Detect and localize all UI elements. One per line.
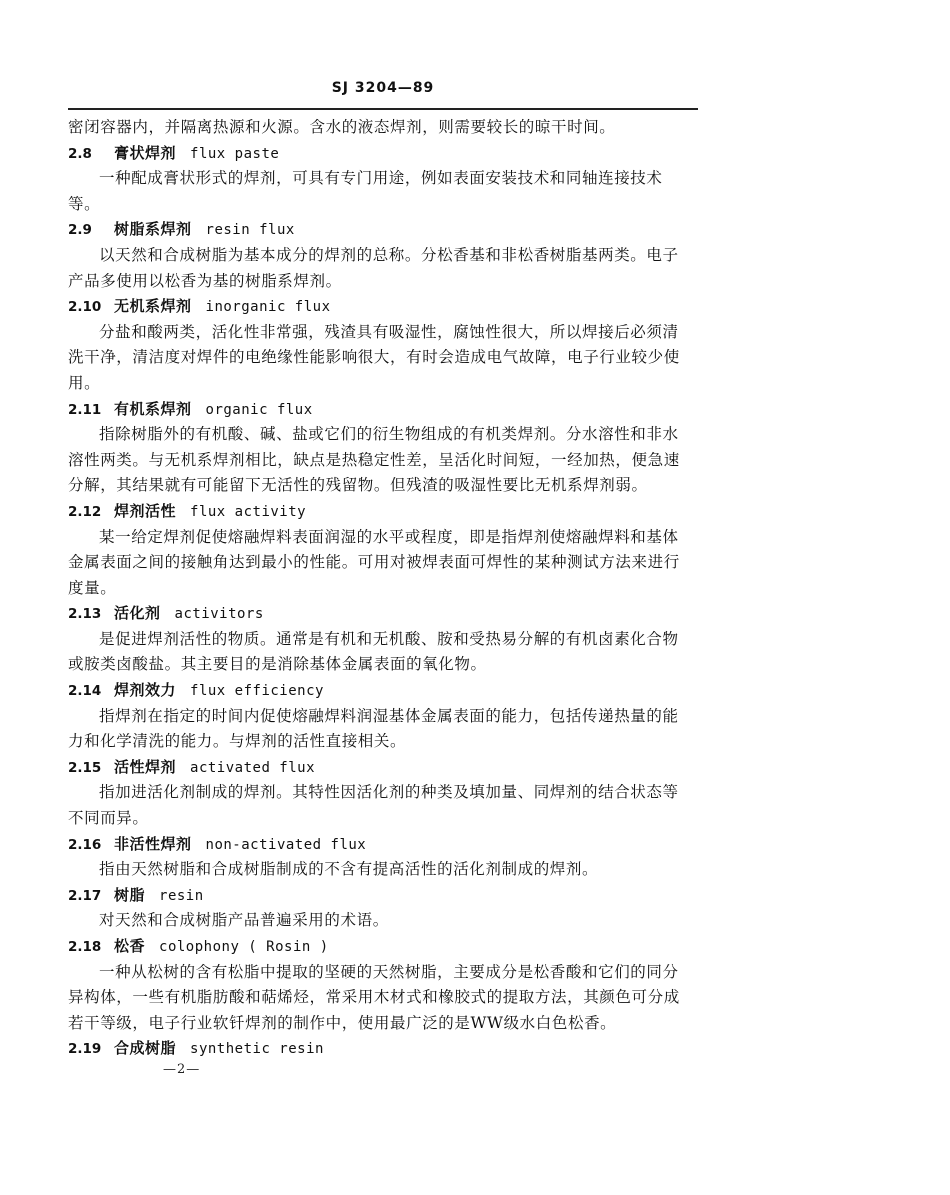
standard-code-header: SJ 3204—89: [331, 80, 435, 96]
section-2-18: [68, 934, 710, 1036]
term-english: inorganic flux: [205, 299, 331, 316]
section-2-12: [68, 499, 710, 601]
text-line: 指由天然树脂和合成树脂制成的不含有提高活性的活化剂制成的焊剂。: [99, 860, 599, 879]
term-english: flux efficiency: [190, 683, 324, 700]
text-line: 指除树脂外的有机酸、碱、盐或它们的衍生物组成的有机类焊剂。分水溶性和非水: [99, 425, 679, 444]
term-heading: [68, 1036, 710, 1062]
definition-paragraph: [68, 857, 710, 883]
definition-paragraph: [68, 704, 710, 755]
section-2-9: [68, 217, 710, 294]
definition-paragraph: [68, 908, 710, 934]
text-line: 溶性两类。与无机系焊剂相比，缺点是热稳定性差，呈活化时间短，一经加热，便急速: [68, 450, 680, 469]
header-divider: [68, 108, 698, 110]
term-english: activated flux: [190, 759, 316, 776]
term-heading: [68, 678, 710, 704]
section-number: 2.16: [68, 836, 102, 853]
term-chinese: 活性焊剂: [114, 757, 177, 776]
term-english: colophony ( Rosin ): [159, 939, 329, 955]
term-heading: [68, 294, 710, 320]
term-heading: [68, 832, 710, 858]
term-english: synthetic resin: [190, 1041, 324, 1058]
text-line: 某一给定焊剂促使熔融焊料表面润湿的水平或程度，即是指焊剂使熔融焊料和基体: [99, 527, 679, 546]
text-line: 指加进活化剂制成的焊剂。其特性因活化剂的种类及填加量、同焊剂的结合状态等: [99, 783, 679, 802]
text-line: 密闭容器内，并隔离热源和火源。含水的液态焊剂，则需要较长的晾干时间。: [68, 118, 616, 136]
term-heading: [68, 397, 710, 423]
term-chinese: 合成树脂: [114, 1039, 177, 1058]
definition-paragraph: [68, 422, 710, 499]
text-line: 不同而异。: [68, 809, 149, 828]
term-heading: [68, 141, 710, 167]
text-line: 是促进焊剂活性的物质。通常是有机和无机酸、胺和受热易分解的有机卤素化合物: [99, 629, 679, 648]
term-english: flux paste: [190, 145, 280, 162]
term-heading: [68, 883, 710, 909]
section-2-14: [68, 678, 710, 755]
section-number: 2.13: [68, 606, 102, 623]
text-line: 度量。: [68, 578, 117, 597]
term-chinese: 有机系焊剂: [114, 399, 192, 418]
text-line: 一种配成膏状形式的焊剂，可具有专门用途，例如表面安装技术和同轴连接技术: [99, 169, 663, 188]
text-line: 若干等级，电子行业软钎焊剂的制作中，使用最广泛的是WW级水白色松香。: [68, 1013, 617, 1032]
text-line: 一种从松树的含有松脂中提取的坚硬的天然树脂，主要成分是松香酸和它们的同分: [99, 962, 679, 981]
section-number: 2.17: [68, 887, 102, 904]
definition-paragraph: [68, 627, 710, 678]
definition-paragraph: [68, 166, 710, 217]
intro-paragraph: [68, 115, 710, 141]
section-number: 2.12: [68, 503, 102, 520]
term-heading: [68, 601, 710, 627]
section-number: 2.10: [68, 299, 102, 316]
term-chinese: 松香: [114, 937, 146, 955]
term-chinese: 树脂: [114, 885, 146, 904]
section-number: 2.8: [68, 145, 92, 162]
text-line: 分解，其结果就有可能留下无活性的残留物。但残渣的吸湿性要比无机系焊剂弱。: [68, 476, 648, 495]
term-english: organic flux: [205, 401, 313, 418]
section-number: 2.18: [68, 939, 102, 955]
text-line: 力和化学清洗的能力。与焊剂的活性直接相关。: [68, 732, 407, 751]
term-english: activitors: [174, 606, 264, 623]
text-line: 以天然和合成树脂为基本成分的焊剂的总称。分松香基和非松香树脂基两类。电子: [99, 245, 679, 264]
section-2-17: [68, 883, 710, 934]
term-chinese: 焊剂活性: [114, 501, 177, 520]
section-number: 2.15: [68, 759, 102, 776]
term-chinese: 无机系焊剂: [114, 297, 192, 316]
term-chinese: 焊剂效力: [114, 681, 177, 700]
section-number: 2.14: [68, 683, 102, 700]
term-chinese: 树脂系焊剂: [114, 220, 192, 239]
text-line: 对天然和合成树脂产品普遍采用的术语。: [99, 911, 389, 930]
term-chinese: 活化剂: [114, 604, 161, 623]
text-line: 分盐和酸两类，活化性非常强，残渣具有吸湿性，腐蚀性很大，所以焊接后必须清: [99, 322, 679, 341]
section-number: 2.11: [68, 401, 102, 418]
section-number: 2.9: [68, 222, 92, 239]
text-line: 洗干净，清洁度对焊件的电绝缘性能影响很大，有时会造成电气故障，电子行业较少使: [68, 348, 680, 367]
definition-paragraph: [68, 525, 710, 602]
section-2-19: [68, 1036, 710, 1062]
section-2-10: [68, 294, 710, 396]
section-2-13: [68, 601, 710, 678]
text-line: 用。: [68, 373, 101, 392]
definition-paragraph: [68, 780, 710, 831]
text-line: 或胺类卤酸盐。其主要目的是消除基体金属表面的氧化物。: [68, 655, 487, 674]
term-heading: [68, 934, 710, 960]
section-2-8: [68, 141, 710, 218]
definition-paragraph: [68, 960, 710, 1037]
term-heading: [68, 499, 710, 525]
text-line: 产品多使用以松香为基的树脂系焊剂。: [68, 271, 342, 290]
section-2-11: [68, 397, 710, 499]
term-english: resin flux: [205, 222, 295, 239]
term-chinese: 非活性焊剂: [114, 834, 192, 853]
text-line: 等。: [68, 194, 101, 213]
term-english: flux activity: [190, 503, 307, 520]
term-english: resin: [159, 887, 204, 904]
section-2-15: [68, 755, 710, 832]
document-body: [68, 115, 710, 1062]
text-line: 指焊剂在指定的时间内促使熔融焊料润湿基体金属表面的能力，包括传递热量的能: [99, 706, 679, 725]
term-chinese: 膏状焊剂: [114, 143, 177, 162]
text-line: 异构体，一些有机脂肪酸和萜烯烃，常采用木材式和橡胶式的提取方法，其颜色可分成: [68, 988, 680, 1007]
term-heading: [68, 755, 710, 781]
definition-paragraph: [68, 320, 710, 397]
section-number: 2.19: [68, 1041, 102, 1058]
term-english: non-activated flux: [205, 836, 367, 853]
definition-paragraph: [68, 243, 710, 294]
text-line: 金属表面之间的接触角达到最小的性能。可用对被焊表面可焊性的某种测试方法来进行: [68, 553, 680, 572]
term-heading: [68, 217, 710, 243]
section-2-16: [68, 832, 710, 883]
page-number: —2—: [163, 1062, 201, 1077]
